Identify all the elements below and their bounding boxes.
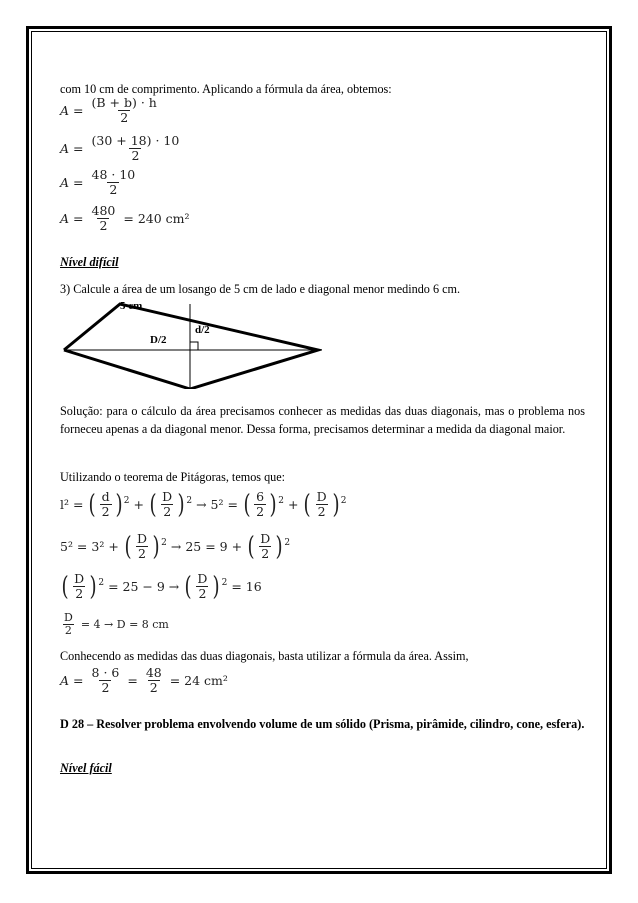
rhombus-figure — [60, 297, 322, 389]
half-major-label: D/2 — [150, 334, 167, 346]
pythagoras-eq-3: ( $\frac{D}{2}$ ) $^2$ = 25 − 9 → ( $\frac{D}{2}$ ) $^2$ = 16 — [61, 571, 262, 602]
pythagoras-eq-1: l² = ( $\frac{d}{2}$ ) $^2$ + ( $\frac{D}{2}$ ) $^2$ → 5² = ( $\frac{6}{2}$ ) $^2$ + ( $\frac{D}{2}$ ) $^2$ — [60, 489, 347, 520]
solution-text: Solução: para o cálculo da área precisamos conhecer as medidas das duas diagonais, mas o problema nos forneceu apenas a da diagonal menor. Dessa forma, precisamos determinar a medida da diagonal maior. — [60, 404, 585, 436]
heading-nivel-facil: Nível fácil — [60, 761, 112, 775]
half-minor-label: d/2 — [195, 324, 210, 336]
intro-line: com 10 cm de comprimento. Aplicando a fórmula da área, obtemos: — [60, 82, 392, 96]
pythagoras-eq-2: 5² = 3² + ( $\frac{D}{2}$ ) $^2$ → 25 = 9 + ( $\frac{D}{2}$ ) $^2$ — [60, 531, 291, 562]
d28-heading: D 28 – Resolver problema envolvendo volume de um sólido (Prisma, pirâmide, cilindro, cone, esfera). — [60, 717, 585, 731]
area-final-formula: A = $\frac{8 \cdot 6}{2}$ = $\frac{48}{2}$ = 24 cm² — [60, 665, 228, 695]
side-label: 5 cm — [120, 300, 143, 312]
pythagoras-eq-4: $\frac{D}{2}$ = 4 → D = 8 cm — [64, 611, 169, 637]
area-formula-2: A = $\frac{(30 + 18) \cdot 10}{2}$ — [60, 133, 180, 163]
area-formula-1: A = $\frac{(B + b) \cdot h}{2}$ — [60, 95, 157, 125]
question-3: 3) Calcule a área de um losango de 5 cm de lado e diagonal menor medindo 6 cm. — [60, 282, 461, 296]
pythagoras-intro: Utilizando o teorema de Pitágoras, temos que: — [60, 470, 286, 484]
rhombus-diagonals — [64, 304, 318, 389]
area-formula-4: A = $\frac{480}{2}$ = 240 cm² — [60, 203, 190, 233]
area-formula-3: A = $\frac{48 \cdot 10}{2}$ — [60, 167, 136, 197]
knowing-diagonals-text: Conhecendo as medidas das duas diagonais, basta utilizar a fórmula da área. Assim, — [60, 649, 469, 663]
rhombus-outline — [64, 304, 318, 389]
heading-nivel-dificil: Nível difícil — [60, 255, 119, 269]
